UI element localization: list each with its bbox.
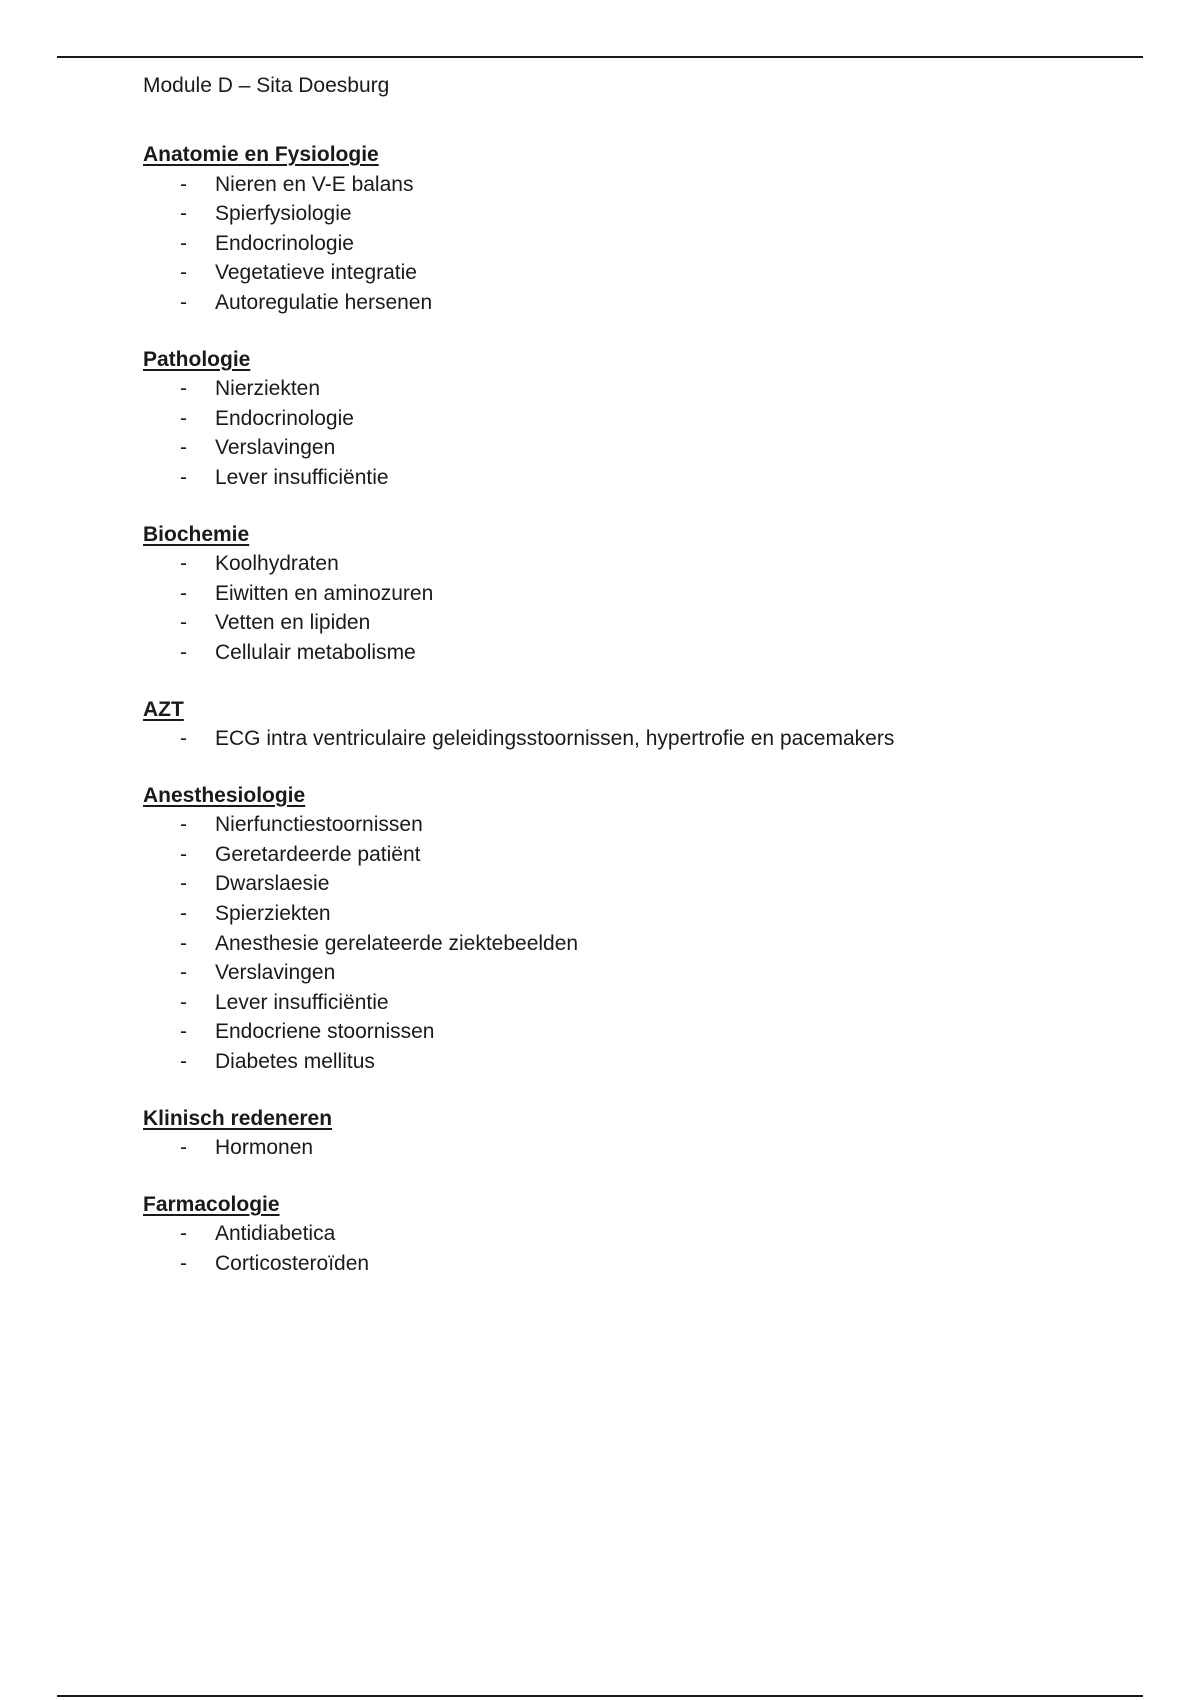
section-list [143,374,1143,492]
section-title: Pathologie [143,347,251,371]
section-list [143,1219,1143,1278]
list-item-text: ECG intra ventriculaire geleidingsstoornissen, hypertrofie en pacemakers [215,727,895,751]
section-list [143,549,1143,667]
list-item-text: Antidiabetica [215,1222,336,1246]
section-pathologie [143,345,1143,493]
list-item-text: Endocrinologie [215,406,354,430]
section-title: Farmacologie [143,1192,280,1216]
bullet-dash: - [180,1050,187,1074]
bullet-dash: - [180,377,187,401]
list-item-text: Nieren en V-E balans [215,172,414,196]
list-item-text: Diabetes mellitus [215,1050,375,1074]
list-item [143,579,1143,609]
list-item [143,988,1143,1018]
list-item-text: Lever insufficiëntie [215,990,389,1014]
list-item [143,549,1143,579]
list-item-text: Vegetatieve integratie [215,261,417,285]
list-item-text: Hormonen [215,1136,314,1160]
list-item [143,899,1143,929]
list-item [143,199,1143,229]
bullet-dash: - [180,727,187,751]
section-azt [143,695,1143,754]
section-anatomie-en-fysiologie [143,140,1143,318]
list-item-text: Eiwitten en aminozuren [215,581,434,605]
bullet-dash: - [180,465,187,489]
section-title: Anesthesiologie [143,783,306,807]
list-item-text: Endocrinologie [215,231,354,255]
list-item-text: Dwarslaesie [215,872,330,896]
bullet-dash: - [180,640,187,664]
list-item-text: Endocriene stoornissen [215,1020,435,1044]
bullet-dash: - [180,436,187,460]
bullet-dash: - [180,202,187,226]
section-title: Biochemie [143,522,250,546]
bullet-dash: - [180,231,187,255]
list-item [143,1133,1143,1163]
list-item-text: Spierziekten [215,902,331,926]
section-title: AZT [143,697,184,721]
bullet-dash: - [180,961,187,985]
list-item [143,608,1143,638]
list-item-text: Corticosteroïden [215,1252,370,1275]
list-item [143,433,1143,463]
list-item [143,840,1143,870]
document-body [143,70,1143,1279]
bullet-dash: - [180,581,187,605]
list-item [143,258,1143,288]
list-item [143,958,1143,988]
list-item-text: Verslavingen [215,961,336,985]
list-item [143,929,1143,959]
list-item [143,404,1143,434]
list-item-text: Lever insufficiëntie [215,465,389,489]
bullet-dash: - [180,990,187,1014]
bullet-dash: - [180,931,187,955]
list-item-text: Anesthesie gerelateerde ziektebeelden [215,931,579,955]
list-item-text: Koolhydraten [215,552,339,576]
bullet-dash: - [180,842,187,866]
list-item [143,229,1143,259]
bullet-dash: - [180,1252,187,1275]
list-item-text: Autoregulatie hersenen [215,290,433,314]
section-list [143,1133,1143,1163]
list-item [143,463,1143,493]
list-item [143,869,1143,899]
section-farmacologie [143,1190,1143,1279]
list-item [143,810,1143,840]
bullet-dash: - [180,172,187,196]
list-item-text: Cellulair metabolisme [215,640,416,664]
bullet-dash: - [180,1136,187,1160]
document-header: Module D – Sita Doesburg [143,74,390,97]
list-item [143,638,1143,668]
list-item [143,1249,1143,1279]
list-item-text: Geretardeerde patiënt [215,842,421,866]
bullet-dash: - [180,290,187,314]
header-rule [57,56,1143,58]
list-item [143,1017,1143,1047]
list-item-text: Nierziekten [215,377,321,401]
bullet-dash: - [180,1222,187,1246]
section-klinisch-redeneren [143,1104,1143,1163]
list-item [143,170,1143,200]
bullet-dash: - [180,406,187,430]
bullet-dash: - [180,261,187,285]
section-list [143,810,1143,1076]
section-title: Klinisch redeneren [143,1106,333,1130]
footer-rule [57,1695,1143,1697]
list-item [143,724,1143,754]
section-anesthesiologie [143,781,1143,1077]
bullet-dash: - [180,552,187,576]
list-item-text: Verslavingen [215,436,336,460]
bullet-dash: - [180,611,187,635]
list-item [143,374,1143,404]
list-item-text: Nierfunctiestoornissen [215,813,423,837]
bullet-dash: - [180,813,187,837]
section-title: Anatomie en Fysiologie [143,143,379,166]
bullet-dash: - [180,1020,187,1044]
bullet-dash: - [180,872,187,896]
list-item [143,1219,1143,1249]
list-item [143,288,1143,318]
list-item [143,1047,1143,1077]
list-item-text: Vetten en lipiden [215,611,371,635]
section-biochemie [143,520,1143,668]
section-list [143,170,1143,318]
bullet-dash: - [180,902,187,926]
list-item-text: Spierfysiologie [215,202,352,226]
section-list [143,724,1143,754]
